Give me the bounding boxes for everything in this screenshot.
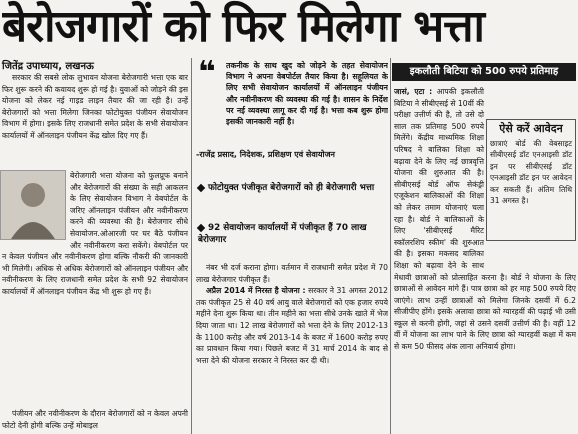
bullet-icon bbox=[197, 223, 205, 231]
col2-para1-text: नंबर भी दर्ज कराना होगा। वर्तमान में राजधानी समेत प्रदेश में 70 लाख बेरोजगार पंजीकृत हैं। bbox=[196, 263, 388, 284]
quote-mark-icon: ❝ bbox=[198, 55, 216, 90]
dateline: जासं, एटा : bbox=[394, 87, 433, 96]
col2-para2-lead: अप्रैल 2014 में निरस्त है योजना : bbox=[206, 286, 306, 296]
col2-para2 bbox=[196, 285, 388, 366]
sidebar-heading: इकलौती बिटिया को 500 रुपये प्रतिमाह bbox=[392, 63, 576, 81]
quote-author: -राजेंद्र प्रसाद, निदेशक, प्रशिक्षण एवं सेवायोजन bbox=[196, 150, 335, 159]
col2-para2-text: सरकार ने 31 अगस्त 2012 तक पंजीकृत 25 से 40 वर्ष आयु वाले बेरोजगारों को एक हजार रुपये महीने देना शुरू किया था। तीन महीने का भत्ता सीधे उनके खाते में भेज दिया जाता था। 12 लाख बेरोजगारों को भत्ता देने के लिए 2012-13 के 1100 करोड़ और वर्ष 2013-14 के बजट में 1600 करोड़ रुपए का प्रावधान किया गया। पिछले बजट में 31 मार्च 2014 के बाद से भत्ता देने की योजना सरकार ने निरस्त कर दी थी। bbox=[196, 286, 388, 365]
col1-para2-text: बेरोजगारी भत्ता योजना को फुलप्रूफ बनाने और बेरोजगारों की संख्या के सही आकलन के लिए सेवायोजन विभाग ने वेबपोर्टल के जरिए ऑनलाइन पंजीयन और नवीनीकरण करने की व्यवस्था की है। बेरोजगार सीधे सेवायोजन.ओआरजी पर घर बैठे पंजीयन और नवीनीकरण करा सकेंगे। वेबपोर्टल पर न केवल पंजीयन और नवीनीकरण होगा बल्कि नौकरी की जानकारी भी मिलेगी। अधिक से अधिक बेरोजगारों को ऑनलाइन पंजीयन और नवीनीकरण के लिए राजधानी समेत प्रदेश के सभी 92 सेवायोजन कार्यालयों में ऑनलाइन पंजीयन केंद्र भी शुरू हो गए हैं। bbox=[2, 171, 188, 296]
byline: जितेंद्र उपाध्याय, लखनऊ bbox=[2, 61, 94, 72]
column-divider-2 bbox=[390, 58, 391, 434]
col1-para3-text: पंजीयन और नवीनीकरण के दौरान बेरोजगारों को न केवल अपनी फोटो देनी होगी बल्कि उन्हें मोबाइल bbox=[2, 409, 188, 430]
official-quote: तकनीक के साथ खुद को जोड़ने के तहत सेवायोजन विभाग ने अपना वेबपोर्टल तैयार किया है। सहूलियत के लिए सभी सेवायोजन कार्यालयों में ऑनलाइन पंजीयन और नवीनीकरण की व्यवस्था की गई है। शासन के निर्देश पर नई व्यवस्था लागू कर दी गई है। भत्ता कब शुरू होगा इसकी जानकारी नहीं है। bbox=[226, 61, 388, 127]
headline: बेरोजगारों को फिर मिलेगा भत्ता bbox=[2, 1, 484, 52]
col1-para2 bbox=[2, 170, 188, 350]
col1-para1-text: सरकार की सबसे लोक लुभावन योजना बेरोजगारी भत्ता एक बार फिर शुरू करने की कवायद शुरू हो गई है। युवाओं को जोड़ने की इस योजना को लेकर नई गाइड लाइन तैयार की जा रही है। उन्हें बेरोजगारों को भत्ता मिलेगा जिनका फोटोयुक्त पंजीयन सेवायोजन विभाग में होगा। इसके लिए राजधानी समेत प्रदेश के सभी सेवायोजन कार्यालयों में ऑनलाइन पंजीयन केंद्र खोल दिए गए हैं। bbox=[2, 73, 188, 140]
highlight-1 bbox=[198, 182, 388, 194]
highlight-2 bbox=[198, 222, 388, 246]
col2-body bbox=[196, 262, 388, 434]
col3-para1-text: आपकी इकलौती बिटिया ने सीबीएसई से 10वीं की परीक्षा उत्तीर्ण की है, तो उसे दो साल तक प्रतिमाह 500 रुपये मिलेंगे। केंद्रीय माध्यमिक शिक्षा परिषद ने बालिका शिक्षा को बढ़ावा देने के लिए नई छात्रवृत्ति योजना की शुरुआत की है। सीबीएसई बोर्ड ऑफ सेकंड्री एजूकेशन बालिकाओं की शिक्षा को लेकर तमाम योजनाएं चला रहा है। बोर्ड ने बालिकाओं के लिए 'सीबीएसई मैरिट स्कॉलरशिप स्कीम' की शुरुआत की है। इसका मकसद बालिका शिक्षा को बढ़ावा देने के साथ मेधावी छात्राओं को प्रोत्साहित करना है। बोर्ड ने योजना के लिए छात्राओं से आवेदन मांगे हैं। पात्र छात्रा को हर माह 500 रुपये दिए जाएंगे। लाभ उन्हीं छात्राओं को मिलेगा जिनके दसवीं में 6.2 सीजीपीए होंगे। इसके अलावा छात्रा को ग्यारहवीं की पढ़ाई भी उसी स्कूल से करनी होगी, जहां से उसने दसवीं उत्तीर्ण की है। वहीं 12 वीं में योजना का लाभ पाने के लिए छात्रा को ग्यारहवीं कक्षा में कम से कम 50 फीसद अंक लाना अनिवार्य होगा। bbox=[394, 87, 576, 352]
col3-body bbox=[394, 86, 576, 434]
col1-para3 bbox=[2, 408, 188, 434]
bullet-icon bbox=[197, 183, 205, 191]
col3-para1 bbox=[394, 86, 576, 353]
highlight-1-text: फोटोयुक्त पंजीकृत बेरोजगारों को ही बेरोजगारी भत्ता bbox=[208, 183, 375, 193]
box-text: छात्राएं बोर्ड की वेबसाइट सीबीएसई डॉट एनआइसी डॉट इन पर सीबीएसई डॉट एनआइसी डॉट इन पर आवेदन कर सकती हैं। अंतिम तिथि 31 अगस्त है। bbox=[490, 139, 572, 206]
highlight-2-text: 92 सेवायोजन कार्यालयों में पंजीकृत हैं 70 लाख बेरोजगार bbox=[198, 223, 367, 245]
column-divider-1 bbox=[191, 58, 192, 434]
box-title: ऐसे करें आवेदन bbox=[499, 122, 563, 135]
col1-para1 bbox=[2, 72, 188, 170]
